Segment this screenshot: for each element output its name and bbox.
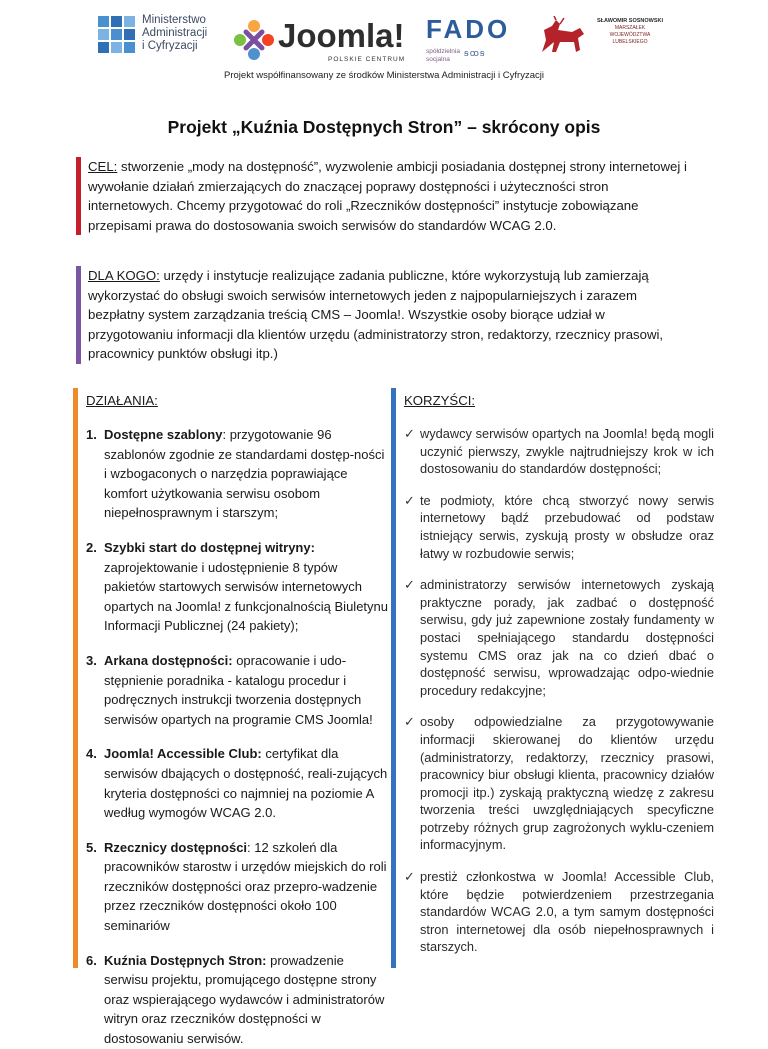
action-text: certyfikat dla serwisów dbających o dostępność, reali-zujących kryteria dostępności co najmniej na poziomie A według wymogów WCAG 2.0.: [104, 746, 388, 821]
ministry-line-3: i Cyfryzacji: [142, 40, 198, 52]
benefit-item: [404, 868, 714, 956]
action-number: 5.: [86, 839, 97, 855]
marshal-logo: [536, 14, 666, 70]
benefit-item: [404, 713, 714, 854]
marshal-name: SŁAWOMIR SOSNOWSKI: [597, 18, 663, 24]
fado-sub-line-2: socjalna: [426, 56, 450, 63]
action-item: [86, 425, 390, 523]
actions-heading: DZIAŁANIA:: [86, 393, 158, 408]
joomla-subtitle: POLSKIE CENTRUM: [328, 56, 406, 63]
action-item: [86, 651, 390, 729]
action-number: 4.: [86, 746, 97, 762]
cofinancing-note: Projekt współfinansowany ze środków Ministerstwa Administracji i Cyfryzacji: [224, 70, 544, 81]
ministry-logo: [98, 14, 210, 62]
fado-wordmark: FADO: [426, 14, 511, 44]
action-item: [86, 951, 390, 1049]
action-title: Dostępne szablony: [104, 427, 223, 442]
action-text: opracowanie i udo-stępnienie poradnika - katalogu procedur i podręcznych instrukcji tworzenia dostępnych serwisów opartych na programie CMS Joomla!: [104, 652, 373, 727]
page-title: Projekt „Kuźnia Dostępnych Stron” – skrócony opis: [167, 117, 601, 137]
audience-text: urzędy i instytucje realizujące zadania publiczne, które wykorzystują lub zamierzają wykorzystać do obsługi swoich serwisów internetowych jeden z najpopularniejszych i zarazem bezpłatny system zarządzania treścią CMS – Joomla!. Wszystkie osoby biorące udział w przygotowaniu informacji dla klientów urzędu (administratorzy stron, redaktorzy, rzecznicy prasowi, pracownicy punktów obsługi itp.): [88, 268, 664, 362]
action-title: Szybki start do dostępnej witryny:: [104, 539, 315, 555]
checkmark-icon: ✓: [404, 492, 415, 508]
logo-bar: [0, 10, 768, 72]
benefits-heading: KORZYŚCI:: [404, 393, 476, 408]
action-item: [86, 538, 390, 636]
benefit-text: prestiż członkostwa w Joomla! Accessible Club, które będzie potwierdzeniem przestrzegania standardów WCAG 2.0, a tym samym dostępności stron internetowej dla osób niepełnosprawnych i starszych.: [420, 869, 714, 955]
fado-swirl-icon: ꞩꝏꞩ: [464, 48, 486, 58]
action-number: 6.: [86, 952, 97, 968]
marshal-region: WOJEWÓDZTWA LUBELSKIEGO: [609, 32, 651, 45]
lublin-goat-crest-icon: [536, 16, 590, 58]
benefit-text: wydawcy serwisów opartych na Joomla! będą mogli uczynić pierwszy, zwykle najtrudniejszy krok w ich dostosowaniu do standardów dostępności;: [420, 426, 714, 477]
action-title: Joomla! Accessible Club:: [104, 746, 262, 762]
audience-section: [76, 266, 690, 364]
benefit-text: te podmioty, które chcą stworzyć nowy serwis internetowy bądź przebudować od podstaw istniejący serwis, zyskują prosty w obsłudze oraz łatwy w rozbudowie serwis;: [420, 492, 714, 561]
audience-label: DLA KOGO:: [88, 268, 160, 283]
action-text: : 12 szkoleń dla pracowników starostw i urzędów miejskich do roli rzeczników dostępności oraz przepro-wadzenie przez rzeczników dostępności około 100 seminariów: [104, 839, 387, 934]
action-title: Kuźnia Dostępnych Stron:: [104, 952, 267, 968]
benefits-column: [391, 388, 714, 968]
checkmark-icon: ✓: [404, 426, 415, 441]
action-title: Rzecznicy dostępności: [104, 839, 248, 855]
marshal-title: MARSZAŁEK: [614, 25, 646, 31]
checkmark-icon: ✓: [404, 869, 415, 885]
ministry-line-1: Ministerstwo: [142, 14, 206, 26]
actions-column: [73, 388, 390, 1047]
ministry-line-2: Administracji: [142, 27, 208, 39]
goal-section: [76, 157, 690, 235]
action-text: : przygotowanie 96 szablonów zgodnie ze standardami dostęp-ności i wzbogaconych o narzędzia poprawiające komfort użytkowania serwisu osobom niepełnosprawnym i starszym;: [104, 427, 385, 521]
benefit-item: [404, 576, 714, 699]
action-text: prowadzenie serwisu projektu, promującego dostępne strony oraz wspierającego wydawców i administratorów witryn oraz rzeczników dostępności w dostosowaniu serwisów.: [104, 952, 385, 1047]
benefit-text: administratorzy serwisów internetowych zyskają praktyczne porady, jak zadbać o dostępność serwisu, gdy już zapewnione zostały fundamenty w postaci spełniającego standardu dostępności systemu CMS oraz jak na co dzień dbać o dostępność serwisu, wprowadzając odpo-wiednie procedury redakcyjne;: [420, 577, 714, 698]
joomla-mark-icon: [232, 18, 276, 62]
action-item: [86, 838, 390, 936]
checkmark-icon: ✓: [404, 714, 415, 730]
checkmark-icon: ✓: [404, 577, 415, 593]
goal-text: stworzenie „mody na dostępność”, wyzwolenie ambicji posiadania dostępnej strony internetowej i wywołanie działań zmierzających do znaczącej poprawy dostępności i użyteczności stron internetowych. Chcemy przygotować do roli „Rzeczników dostępności” instytucje zobowiązane przepisami prawa do dostosowania swoich serwisów do standardów WCAG 2.0.: [88, 159, 687, 233]
benefit-item: [404, 425, 714, 478]
action-item: [86, 744, 390, 822]
action-number: 3.: [86, 652, 97, 668]
joomla-logo: [232, 14, 414, 70]
fado-logo: [424, 14, 516, 70]
action-number: 1.: [86, 427, 97, 442]
goal-label: CEL:: [88, 159, 118, 174]
action-title: Arkana dostępności:: [104, 652, 233, 668]
benefit-item: [404, 492, 714, 562]
fado-sub-line-1: spółdzielnia: [426, 48, 460, 55]
action-text: zaprojektowanie i udostępnienie 8 typów pakietów startowych serwisów internetowych opartych na Joomla! z funkcjonalnością Biuletynu Informacji Publicznej (24 pakiety);: [104, 559, 388, 634]
ministry-emblem-icon: [98, 16, 136, 58]
joomla-wordmark: Joomla!: [278, 17, 405, 54]
action-number: 2.: [86, 539, 97, 555]
benefit-text: osoby odpowiedzialne za przygotowywanie informacji skierowanej do klientów urzędu (administratorzy, redaktorzy, rzecznicy prasowi, pracownicy biur obsługi klienta, pracownicy działów promocji itp.) zyskają praktyczną wiedzę z zakresu tworzenia treści uwzględniających specyficzne potrzeby różnych grup zagrożonych wyklu-czeniem informacyjnym.: [420, 714, 714, 853]
